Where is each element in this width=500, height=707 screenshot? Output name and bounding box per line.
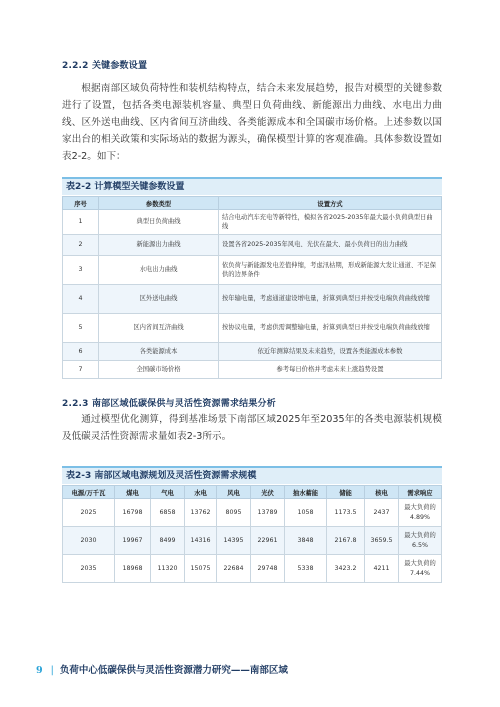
cell-method: 按年输电量，考虑通道建设增电量，折算到典型日并按受电端负荷曲线放缩 xyxy=(219,285,442,314)
table-row xyxy=(63,285,442,314)
cell-coal: 19967 xyxy=(115,527,151,555)
section-paragraph-1: 根据南部区域负荷特性和装机结构特点，结合未来发展趋势，报告对模型的关键参数进行了设置，包括各类电源装机容量、典型日负荷曲线、新能源出力曲线、水电出力曲线、区外送电曲线、区内省间互济曲线、各类能源成本和全国碳市场价格。上述参数以国家出台的相关政策和实际场站的数据为源头，确保模型计算的客观准确。具体参数设置如表2-2。如下： xyxy=(62,83,442,162)
cell-method: 设置各省2025-2035年风电、光伏在最大、最小负荷日的出力曲线 xyxy=(219,235,442,256)
table-header-row xyxy=(63,486,442,499)
table-2-3-title: 表2-3 南部区域电源规划及灵活性资源需求规模 xyxy=(62,466,442,484)
cell-solar: 29748 xyxy=(251,555,285,583)
cell-index: 4 xyxy=(63,285,99,314)
cell-wind: 22684 xyxy=(217,555,251,583)
cell-method: 参考每日价格并考虑未来上涨趋势设置 xyxy=(219,361,442,379)
table-row xyxy=(63,499,442,527)
cell-demand-response: 最大负荷的6.5% xyxy=(399,527,442,555)
table-header-row xyxy=(63,197,442,210)
section-heading-2-2-2: 2.2.2 关键参数设置 xyxy=(62,61,148,71)
cell-coal: 18968 xyxy=(115,555,151,583)
cell-param-type: 区内省间互济曲线 xyxy=(99,314,219,343)
table-row xyxy=(63,210,442,235)
cell-nuclear: 3659.5 xyxy=(365,527,399,555)
col-header-gas: 气电 xyxy=(151,486,185,499)
col-header-nuclear: 核电 xyxy=(365,486,399,499)
cell-method: 依近年测算结果及未来趋势，设置各类能源成本参数 xyxy=(219,343,442,361)
cell-year: 2025 xyxy=(63,499,115,527)
col-header-coal: 煤电 xyxy=(115,486,151,499)
cell-year: 2030 xyxy=(63,527,115,555)
cell-coal: 16798 xyxy=(115,499,151,527)
cell-param-type: 区外送电曲线 xyxy=(99,285,219,314)
section-heading-2-2-3: 2.2.3 南部区域低碳保供与灵活性资源需求结果分析 xyxy=(62,399,276,409)
col-header-storage: 储能 xyxy=(327,486,365,499)
cell-param-type: 典型日负荷曲线 xyxy=(99,210,219,235)
cell-param-type: 水电出力曲线 xyxy=(99,256,219,285)
col-header-method: 设置方式 xyxy=(219,197,442,210)
table-row xyxy=(63,527,442,555)
col-header-pumped-storage: 抽水蓄能 xyxy=(285,486,327,499)
col-header-source: 电源/万千瓦 xyxy=(63,486,115,499)
cell-wind: 14395 xyxy=(217,527,251,555)
cell-index: 3 xyxy=(63,256,99,285)
cell-index: 5 xyxy=(63,314,99,343)
table-row xyxy=(63,235,442,256)
col-header-demand-response: 需求响应 xyxy=(399,486,442,499)
cell-demand-response: 最大负荷的4.89% xyxy=(399,499,442,527)
cell-nuclear: 2437 xyxy=(365,499,399,527)
table-row xyxy=(63,361,442,379)
table-row xyxy=(63,314,442,343)
cell-storage: 3423.2 xyxy=(327,555,365,583)
cell-hydro: 13762 xyxy=(185,499,217,527)
cell-index: 1 xyxy=(63,210,99,235)
cell-storage: 2167.8 xyxy=(327,527,365,555)
cell-solar: 13789 xyxy=(251,499,285,527)
cell-pumped-storage: 3848 xyxy=(285,527,327,555)
cell-method: 按协议电量，考虑供需调整输电量，折算到典型日并按受电端负荷曲线放缩 xyxy=(219,314,442,343)
cell-hydro: 14316 xyxy=(185,527,217,555)
page-number: 9 xyxy=(36,665,43,676)
table-2-2 xyxy=(62,196,442,379)
table-row xyxy=(63,256,442,285)
cell-hydro: 15075 xyxy=(185,555,217,583)
cell-index: 6 xyxy=(63,343,99,361)
section-paragraph-2: 通过模型优化测算，得到基准场景下南部区域2025年至2035年的各类电源装机规模及低碳灵活性资源需求量如表2-3所示。 xyxy=(62,414,442,442)
cell-index: 2 xyxy=(63,235,99,256)
cell-demand-response: 最大负荷的7.44% xyxy=(399,555,442,583)
col-header-param-type: 参数类型 xyxy=(99,197,219,210)
cell-wind: 8095 xyxy=(217,499,251,527)
footer-separator: | xyxy=(50,665,54,676)
cell-method: 结合电动汽车充电等新特性，模拟各省2025-2035年最大最小负荷典型日曲线 xyxy=(219,210,442,235)
cell-pumped-storage: 5338 xyxy=(285,555,327,583)
cell-gas: 6858 xyxy=(151,499,185,527)
cell-param-type: 各类能源成本 xyxy=(99,343,219,361)
cell-solar: 22961 xyxy=(251,527,285,555)
cell-method: 依负荷与新能源发电差值伸缩，考虑汛枯期，形成新能源大发让通道、不足保供的边界条件 xyxy=(219,256,442,285)
table-row xyxy=(63,343,442,361)
cell-param-type: 新能源出力曲线 xyxy=(99,235,219,256)
page-footer xyxy=(36,662,288,676)
table-row xyxy=(63,555,442,583)
cell-gas: 8499 xyxy=(151,527,185,555)
cell-nuclear: 4211 xyxy=(365,555,399,583)
cell-param-type: 全国碳市场价格 xyxy=(99,361,219,379)
cell-index: 7 xyxy=(63,361,99,379)
col-header-hydro: 水电 xyxy=(185,486,217,499)
table-2-2-title: 表2-2 计算模型关键参数设置 xyxy=(62,177,442,195)
col-header-index: 序号 xyxy=(63,197,99,210)
cell-year: 2035 xyxy=(63,555,115,583)
table-2-3 xyxy=(62,485,442,583)
cell-pumped-storage: 1058 xyxy=(285,499,327,527)
col-header-wind: 风电 xyxy=(217,486,251,499)
col-header-solar: 光伏 xyxy=(251,486,285,499)
cell-storage: 1173.5 xyxy=(327,499,365,527)
report-title: 负荷中心低碳保供与灵活性资源潜力研究——南部区域 xyxy=(59,665,288,676)
cell-gas: 11320 xyxy=(151,555,185,583)
